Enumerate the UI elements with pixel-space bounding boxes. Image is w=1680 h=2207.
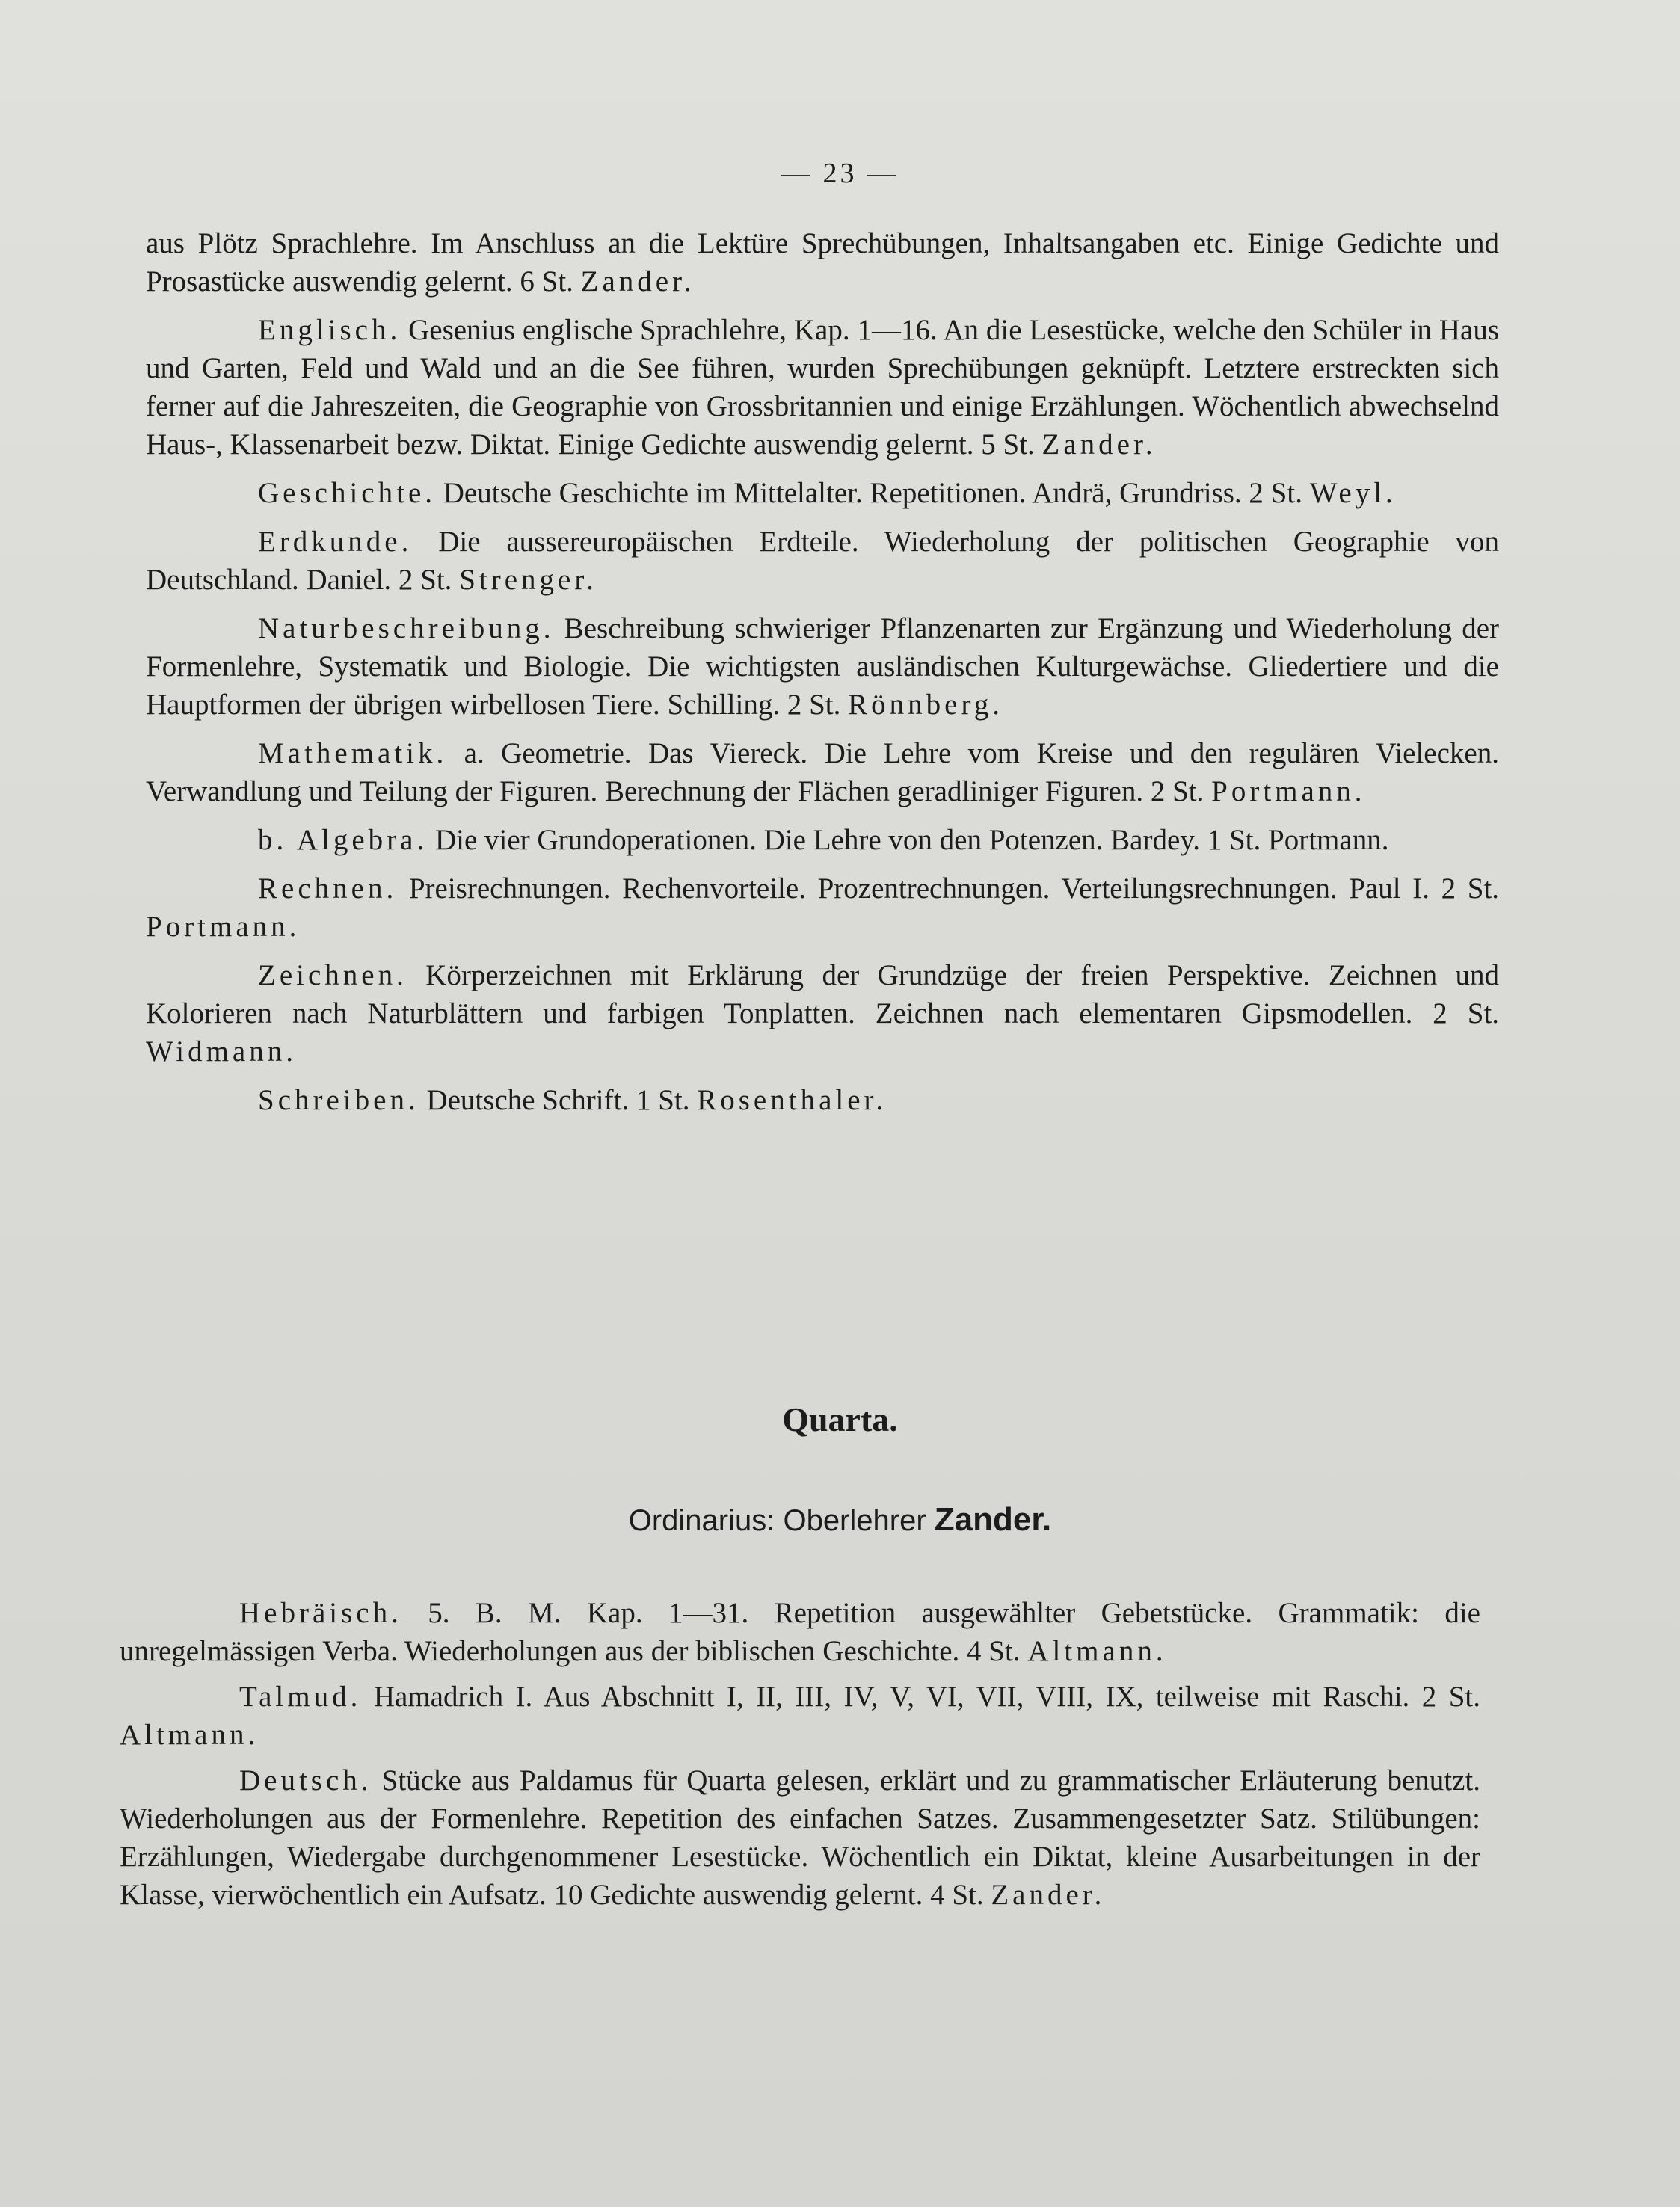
paragraph-text: a. Geometrie. Das Viereck. Die Lehre vom Kreise und den regulären Vielecken. Verwandlung und Teilung der Figuren. Berechnung der Flächen geradliniger Figuren. 2 St. bbox=[146, 737, 1499, 807]
paragraph-zeichnen bbox=[146, 956, 1499, 1071]
subject-heading: Talmud. bbox=[239, 1681, 362, 1713]
paragraph-talmud bbox=[120, 1678, 1480, 1754]
teacher-name: Rosenthaler. bbox=[697, 1084, 887, 1116]
paragraph-text: 5. B. M. Kap. 1—31. Repetition ausgewählter Gebetstücke. Grammatik: die unregelmässigen Verba. Wiederholungen aus der biblischen Geschichte. 4 St. bbox=[120, 1597, 1480, 1667]
paragraph-text: Hamadrich I. Aus Abschnitt I, II, III, IV, V, VI, VII, VIII, IX, teilweise mit Raschi. 2 St. bbox=[373, 1681, 1481, 1713]
subject-heading: Mathematik. bbox=[258, 737, 448, 769]
subject-heading: Schreiben. bbox=[258, 1084, 419, 1116]
ordinarius-line bbox=[0, 1501, 1680, 1539]
subject-heading: Geschichte. bbox=[258, 477, 437, 509]
upper-section bbox=[146, 224, 1499, 1130]
page-number: — 23 — bbox=[781, 158, 899, 189]
teacher-name: Widmann. bbox=[146, 1035, 297, 1068]
paragraph-text: Die aussereuropäischen Erdteile. Wiederholung der politischen Geographie von Deutschland. Daniel. 2 St. bbox=[146, 526, 1499, 596]
paragraph-schreiben bbox=[146, 1081, 1499, 1119]
paragraph-text: Die vier Grundoperationen. Die Lehre von den Potenzen. Bardey. 1 St. bbox=[434, 824, 1261, 856]
paragraph-text: Deutsche Geschichte im Mittelalter. Repetitionen. Andrä, Grundriss. 2 St. bbox=[443, 477, 1302, 509]
subject-heading: b. Algebra. bbox=[258, 824, 428, 856]
subject-heading: Hebräisch. bbox=[239, 1597, 402, 1629]
teacher-name: Zander. bbox=[991, 1879, 1106, 1911]
paragraph-text: Deutsche Schrift. 1 St. bbox=[426, 1084, 690, 1116]
paragraph-naturbeschreibung bbox=[146, 609, 1499, 724]
teacher-name: Strenger. bbox=[459, 564, 597, 596]
paragraph-text: Stücke aus Paldamus für Quarta gelesen, erklärt und zu grammatischer Erläuterung benutzt. Wiederholungen aus der Formenlehre. Repetition des einfachen Satzes. Zusammengesetzter Satz. Stilübungen: Erzählungen, Wiedergabe durchgenommener Lesestücke. Wöchentlich ein Diktat, kleine Ausarbeitungen in der Klasse, vierwöchentlich ein Aufsatz. 10 Gedichte auswendig gelernt. 4 St. bbox=[120, 1764, 1480, 1911]
teacher-name: Weyl. bbox=[1309, 477, 1397, 509]
ordinarius-name: Zander. bbox=[934, 1501, 1052, 1538]
subject-heading: Zeichnen. bbox=[258, 959, 407, 991]
paragraph-deutsch bbox=[120, 1761, 1480, 1914]
subject-heading: Englisch. bbox=[258, 314, 401, 346]
teacher-name: Portmann. bbox=[1211, 775, 1366, 807]
paragraph-algebra bbox=[146, 821, 1499, 859]
paragraph-geschichte bbox=[146, 474, 1499, 512]
subject-heading: Naturbeschreibung. bbox=[258, 612, 555, 644]
paragraph-hebraeisch bbox=[120, 1594, 1480, 1670]
teacher-name: Portmann. bbox=[146, 911, 301, 943]
paragraph-text: Gesenius englische Sprachlehre, Kap. 1—16. An die Lesestücke, welche den Schüler in Haus und Garten, Feld und Wald und an die See führen, wurden Sprechübungen geknüpft. Letztere erstreckten sich ferner auf die Jahreszeiten, die Geographie von Grossbritannien und einige Erzählungen. Wöchentlich abwechselnd Haus-, Klassenarbeit bezw. Diktat. Einige Gedichte auswendig gelernt. 5 St. bbox=[146, 314, 1500, 461]
paragraph-rechnen bbox=[146, 869, 1499, 946]
subject-heading: Rechnen. bbox=[258, 872, 398, 905]
teacher-name: Rönnberg. bbox=[848, 689, 1003, 721]
paragraph-text: aus Plötz Sprachlehre. Im Anschluss an die Lektüre Sprechübungen, Inhaltsangaben etc. Einige Gedichte und Prosastücke auswendig gelernt. 6 St. bbox=[146, 227, 1499, 298]
ordinarius-role: Oberlehrer bbox=[783, 1504, 926, 1537]
teacher-name: Zander. bbox=[580, 265, 695, 298]
paragraph-englisch bbox=[146, 311, 1499, 464]
ordinarius-label: Ordinarius: bbox=[628, 1504, 775, 1537]
subject-heading: Deutsch. bbox=[239, 1764, 372, 1797]
teacher-name: Zander. bbox=[1041, 428, 1157, 461]
lower-section bbox=[120, 1594, 1480, 1921]
paragraph-mathematik bbox=[146, 734, 1499, 810]
paragraph-erdkunde bbox=[146, 523, 1499, 599]
teacher-name: Altmann. bbox=[1027, 1635, 1167, 1667]
paragraph-continued bbox=[146, 224, 1499, 301]
teacher-name: Altmann. bbox=[120, 1719, 259, 1751]
paragraph-text: Preisrechnungen. Rechenvorteile. Prozentrechnungen. Verteilungsrechnungen. Paul I. 2 St. bbox=[408, 872, 1500, 905]
teacher-name: Portmann. bbox=[1268, 824, 1389, 856]
paragraph-text: Beschreibung schwieriger Pflanzenarten zur Ergänzung und Wiederholung der Formenlehre, Systematik und Biologie. Die wichtigsten ausländischen Kulturgewächse. Gliedertiere und die Hauptformen der übrigen wirbellosen Tiere. Schilling. 2 St. bbox=[146, 612, 1499, 721]
section-title: Quarta. bbox=[782, 1400, 898, 1438]
paragraph-text: Körperzeichnen mit Erklärung der Grundzüge der freien Perspektive. Zeichnen und Kolorieren nach Naturblättern und farbigen Tonplatten. Zeichnen nach elementaren Gipsmodellen. 2 St. bbox=[146, 959, 1500, 1029]
subject-heading: Erdkunde. bbox=[258, 526, 413, 558]
